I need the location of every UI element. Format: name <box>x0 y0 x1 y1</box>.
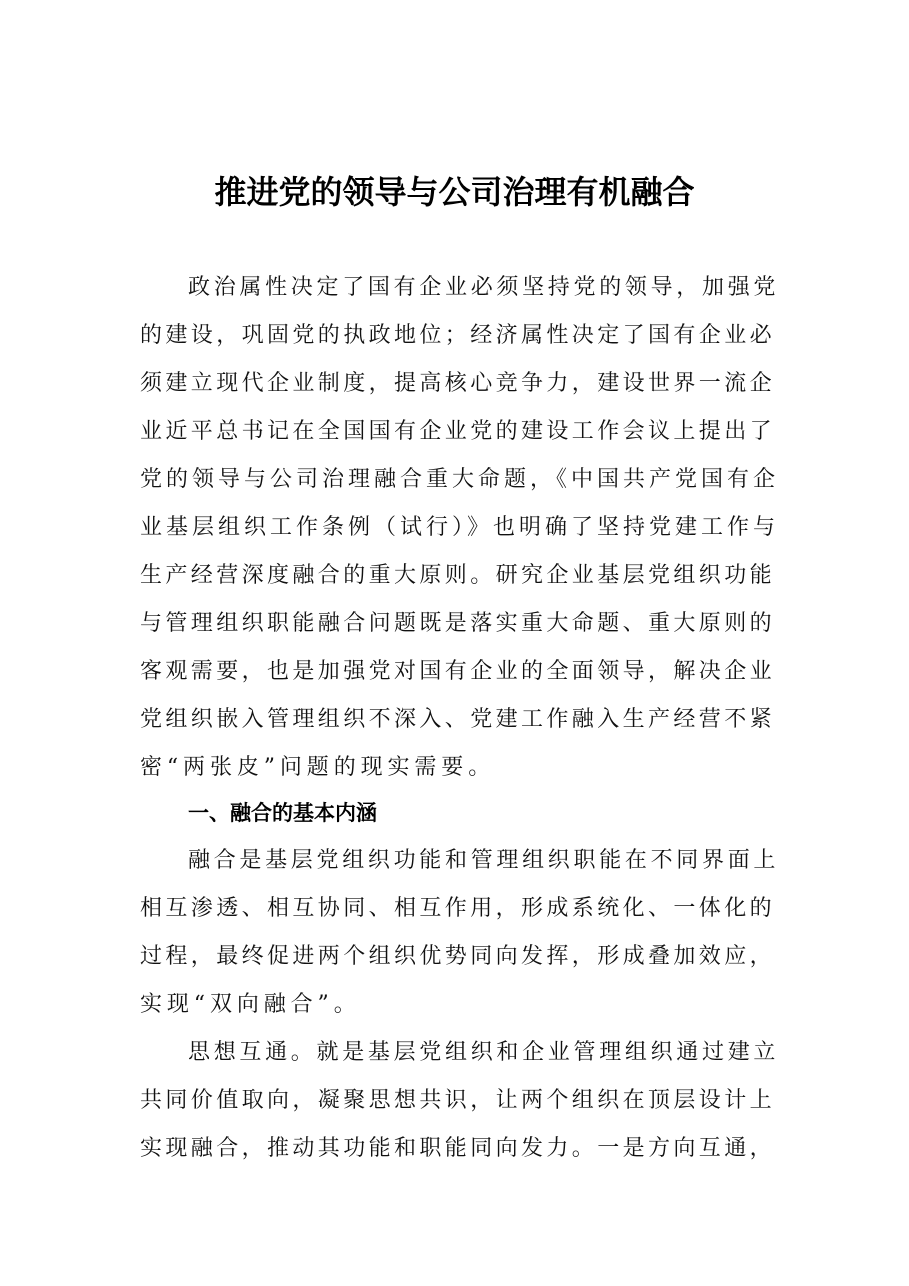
paragraph-line: 密“两张皮”问题的现实需要。 <box>140 755 496 780</box>
paragraph-line: 相互渗透、相互协同、相互作用，形成系统化、一体化的 <box>140 896 776 921</box>
paragraph-line: 思想互通。就是基层党组织和企业管理组织通过建立 <box>188 1040 780 1065</box>
paragraph-line: 党的领导与公司治理融合重大命题，《中国共产党国有企 <box>140 467 780 492</box>
section-heading: 一、融合的基本内涵 <box>188 801 377 825</box>
paragraph-line: 的建设，巩固党的执政地位；经济属性决定了国有企业必 <box>140 323 776 348</box>
paragraph-line: 与管理组织职能融合问题既是落实重大命题、重大原则的 <box>140 611 776 636</box>
paragraph-line: 融合是基层党组织功能和管理组织职能在不同界面上 <box>188 848 780 873</box>
paragraph-line: 须建立现代企业制度，提高核心竞争力，建设世界一流企 <box>140 371 776 396</box>
paragraph-line: 共同价值取向，凝聚思想共识，让两个组织在顶层设计上 <box>140 1088 776 1113</box>
paragraph-line: 实现融合，推动其功能和职能同向发力。一是方向互通， <box>140 1136 776 1161</box>
paragraph-line: 生产经营深度融合的重大原则。研究企业基层党组织功能 <box>140 563 776 588</box>
paragraph-line: 业基层组织工作条例（试行）》也明确了坚持党建工作与 <box>140 515 780 540</box>
paragraph-line: 客观需要，也是加强党对国有企业的全面领导，解决企业 <box>140 659 776 684</box>
paragraph-line: 过程，最终促进两个组织优势同向发挥，形成叠加效应， <box>140 944 776 969</box>
document-title: 推进党的领导与公司治理有机融合 <box>214 173 695 211</box>
paragraph-line: 党组织嵌入管理组织不深入、党建工作融入生产经营不紧 <box>140 707 776 732</box>
paragraph-line: 政治属性决定了国有企业必须坚持党的领导，加强党 <box>188 275 780 300</box>
paragraph-line: 实现“双向融合”。 <box>140 992 361 1017</box>
paragraph-line: 业近平总书记在全国国有企业党的建设工作会议上提出了 <box>140 419 776 444</box>
